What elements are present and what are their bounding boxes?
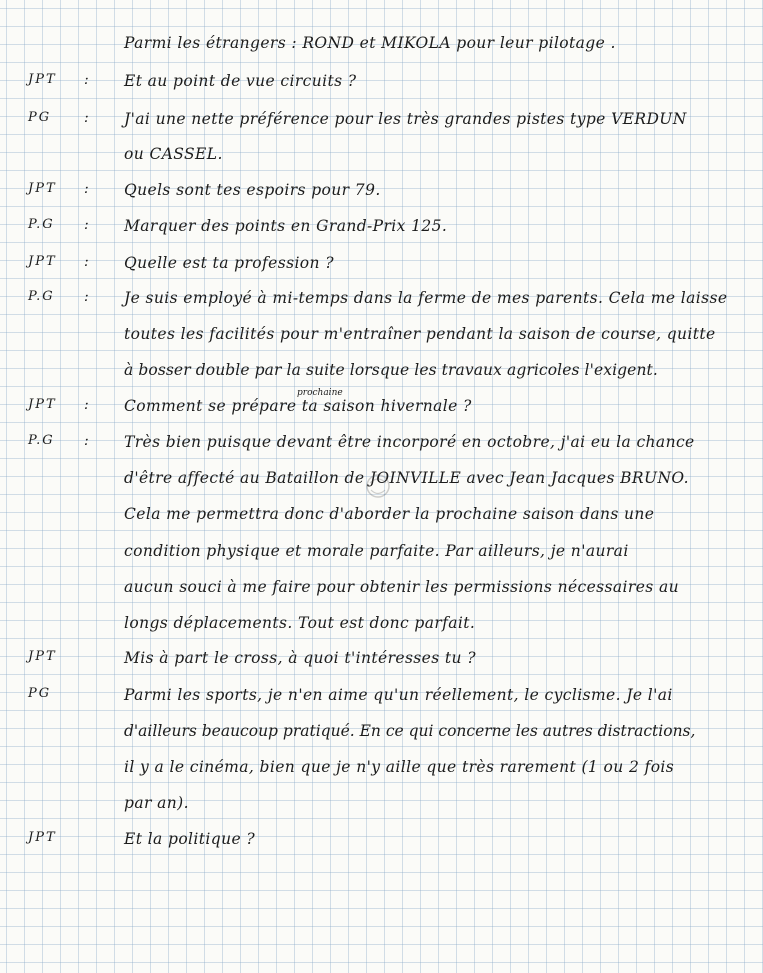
interview-entry-continuation [0, 758, 763, 788]
interview-entry [0, 72, 763, 102]
interview-line: Comment se prépare ta saison hivernale ? [124, 397, 472, 415]
speaker-colon: : [84, 397, 89, 413]
interview-line: Parmi les étrangers : ROND et MIKOLA pour leur pilotage . [124, 34, 616, 52]
interview-line: à bosser double par la suite lorsque les travaux agricoles l'exigent. [124, 361, 658, 379]
interview-line: d'ailleurs beaucoup pratiqué. En ce qui concerne les autres distractions, [124, 722, 696, 740]
speaker-colon: : [84, 72, 89, 88]
interview-line: d'être affecté au Bataillon de JOINVILLE avec Jean Jacques BRUNO. [124, 469, 689, 487]
interview-entry [0, 217, 763, 247]
interview-line: ou CASSEL. [124, 145, 223, 163]
interview-line: Quels sont tes espoirs pour 79. [124, 181, 381, 199]
speaker-label: P.G [28, 433, 55, 448]
interview-entry-continuation [0, 325, 763, 355]
interview-line: il y a le cinéma, bien que je n'y aille que très rarement (1 ou 2 fois [124, 758, 675, 776]
speaker-colon: : [84, 217, 89, 233]
speaker-label: JPT [28, 72, 57, 87]
interview-line: toutes les facilités pour m'entraîner pendant la saison de course, quitte [124, 325, 716, 343]
interview-entry [0, 254, 763, 284]
interview-entry-continuation [0, 722, 763, 752]
speaker-label: P.G [28, 217, 55, 232]
speaker-label: JPT [28, 181, 57, 196]
interview-entry [0, 181, 763, 211]
interview-entry [0, 110, 763, 140]
interview-entry-continuation [0, 145, 763, 175]
interview-line: Mis à part le cross, à quoi t'intéresses tu ? [124, 649, 476, 667]
speaker-label: PG [28, 110, 52, 125]
interview-line: par an). [124, 794, 189, 812]
interview-line: Je suis employé à mi-temps dans la ferme de mes parents. Cela me laisse [124, 289, 728, 307]
interview-entry [0, 830, 763, 860]
speaker-label: P.G [28, 289, 55, 304]
interview-line: Et la politique ? [124, 830, 256, 848]
interview-entry [0, 649, 763, 679]
speaker-label: JPT [28, 830, 57, 845]
speaker-label: JPT [28, 649, 57, 664]
faint-stamp-mark [358, 471, 398, 501]
handwritten-insertion: prochaine [297, 388, 343, 398]
speaker-label: JPT [28, 397, 57, 412]
interview-entry-continuation [0, 361, 763, 391]
interview-line: Très bien puisque devant être incorporé en octobre, j'ai eu la chance [124, 433, 695, 451]
interview-line: condition physique et morale parfaite. Par ailleurs, je n'aurai [124, 542, 629, 560]
interview-line: J'ai une nette préférence pour les très grandes pistes type VERDUN [124, 110, 687, 128]
interview-line: Marquer des points en Grand-Prix 125. [124, 217, 448, 235]
interview-entry [0, 289, 763, 319]
interview-entry [0, 686, 763, 716]
speaker-colon: : [84, 181, 89, 197]
interview-entry-continuation [0, 578, 763, 608]
speaker-colon: : [84, 433, 89, 449]
interview-entry-continuation [0, 614, 763, 644]
interview-entry-continuation [0, 505, 763, 535]
interview-line: Quelle est ta profession ? [124, 254, 334, 272]
interview-line: Parmi les sports, je n'en aime qu'un réellement, le cyclisme. Je l'ai [124, 686, 673, 704]
interview-entry-continuation [0, 794, 763, 824]
interview-entry [0, 433, 763, 463]
speaker-colon: : [84, 110, 89, 126]
speaker-label: PG [28, 686, 52, 701]
interview-entry [0, 34, 763, 64]
interview-entry-continuation [0, 542, 763, 572]
interview-line: Cela me permettra donc d'aborder la prochaine saison dans une [124, 505, 655, 523]
interview-line: aucun souci à me faire pour obtenir les permissions nécessaires au [124, 578, 679, 596]
speaker-colon: : [84, 289, 89, 305]
interview-line: Et au point de vue circuits ? [124, 72, 357, 90]
speaker-colon: : [84, 254, 89, 270]
interview-line: longs déplacements. Tout est donc parfait. [124, 614, 476, 632]
interview-entry [0, 397, 763, 427]
speaker-label: JPT [28, 254, 57, 269]
